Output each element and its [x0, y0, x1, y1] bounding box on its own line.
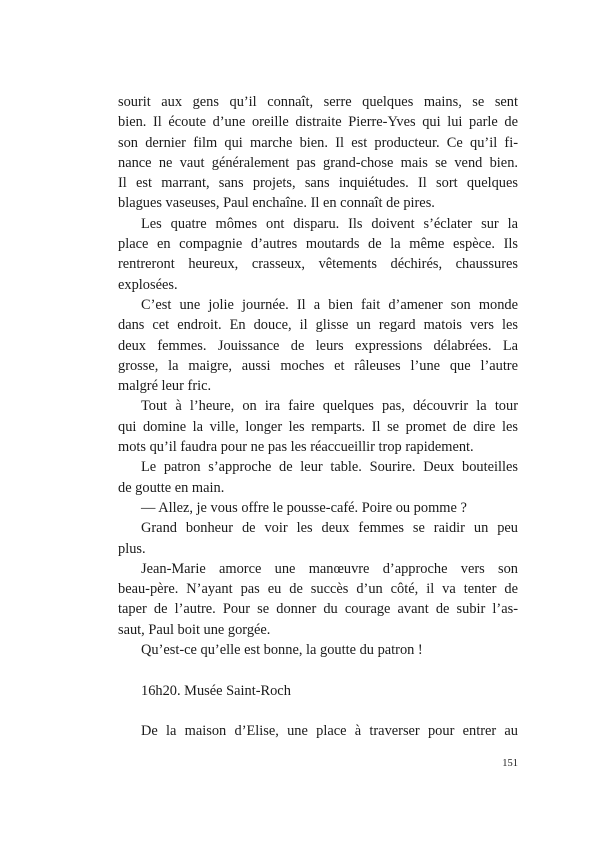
text-line: taper de l’autre. Pour se donner du courage avant de subir l’as- — [118, 601, 518, 618]
blank-line — [118, 701, 518, 721]
text-line: C’est une jolie journée. Il a bien fait d’amener son monde — [141, 296, 518, 313]
text-line: malgré leur fric. — [118, 378, 212, 395]
text-line: explosées. — [118, 276, 178, 293]
text-line: rentreront heureux, crasseux, vêtements déchirés, chaussures — [118, 256, 518, 273]
text-line: Qu’est-ce qu’elle est bonne, la goutte du patron ! — [141, 642, 423, 659]
text-line: Le patron s’approche de leur table. Sourire. Deux bouteilles — [141, 459, 518, 476]
text-line: bien. Il écoute d’une oreille distraite Pierre-Yves qui lui parle de — [118, 114, 518, 131]
text-line: grosse, la maigre, aussi moches et râleuses l’une que l’autre — [118, 357, 518, 374]
text-line: plus. — [118, 540, 146, 557]
text-line: Jean-Marie amorce une manœuvre d’approche vers son — [141, 560, 518, 577]
text-line: deux femmes. Jouissance de leurs expressions délabrées. La — [118, 337, 518, 354]
text-line: Les quatre mômes ont disparu. Ils doivent s’éclater sur la — [141, 215, 518, 232]
text-line: dans cet endroit. En douce, il glisse un regard matois vers les — [118, 317, 518, 334]
text-line: sourit aux gens qu’il connaît, serre quelques mains, se sent — [118, 94, 518, 110]
text-line: Tout à l’heure, on ira faire quelques pas, découvrir la tour — [141, 398, 518, 415]
text-line: de goutte en main. — [118, 479, 225, 496]
text-line: place en compagnie d’autres moutards de la même espèce. Ils — [118, 236, 518, 253]
text-line: Grand bonheur de voir les deux femmes se raidir un peu — [141, 520, 518, 537]
text-line: nance ne vaut généralement pas grand-chose mais se vend bien. — [118, 154, 518, 171]
text-line: son dernier film qui marche bien. Il est producteur. Ce qu’il fi- — [118, 134, 518, 151]
text-line: beau-père. N’ayant pas eu de succès d’un côté, il va tenter de — [118, 581, 518, 598]
dialogue-line: — Allez, je vous offre le pousse-café. Poire ou pomme ? — [141, 499, 467, 516]
section-heading: 16h20. Musée Saint-Roch — [141, 682, 291, 699]
text-line: blagues vaseuses, Paul enchaîne. Il en connaît de pires. — [118, 195, 435, 212]
page-body — [118, 92, 518, 742]
text-line: saut, Paul boit une gorgée. — [118, 621, 271, 638]
text-line: qui domine la ville, longer les remparts. Il se promet de dire les — [118, 418, 518, 435]
blank-line — [118, 660, 518, 680]
text-line: mots qu’il faudra pour ne pas les réaccueillir trop rapidement. — [118, 439, 474, 456]
text-line: Il est marrant, sans projets, sans inquiétudes. Il sort quelques — [118, 175, 518, 192]
text-line: De la maison d’Elise, une place à traverser pour entrer au — [141, 723, 518, 740]
page-number: 151 — [502, 758, 518, 769]
